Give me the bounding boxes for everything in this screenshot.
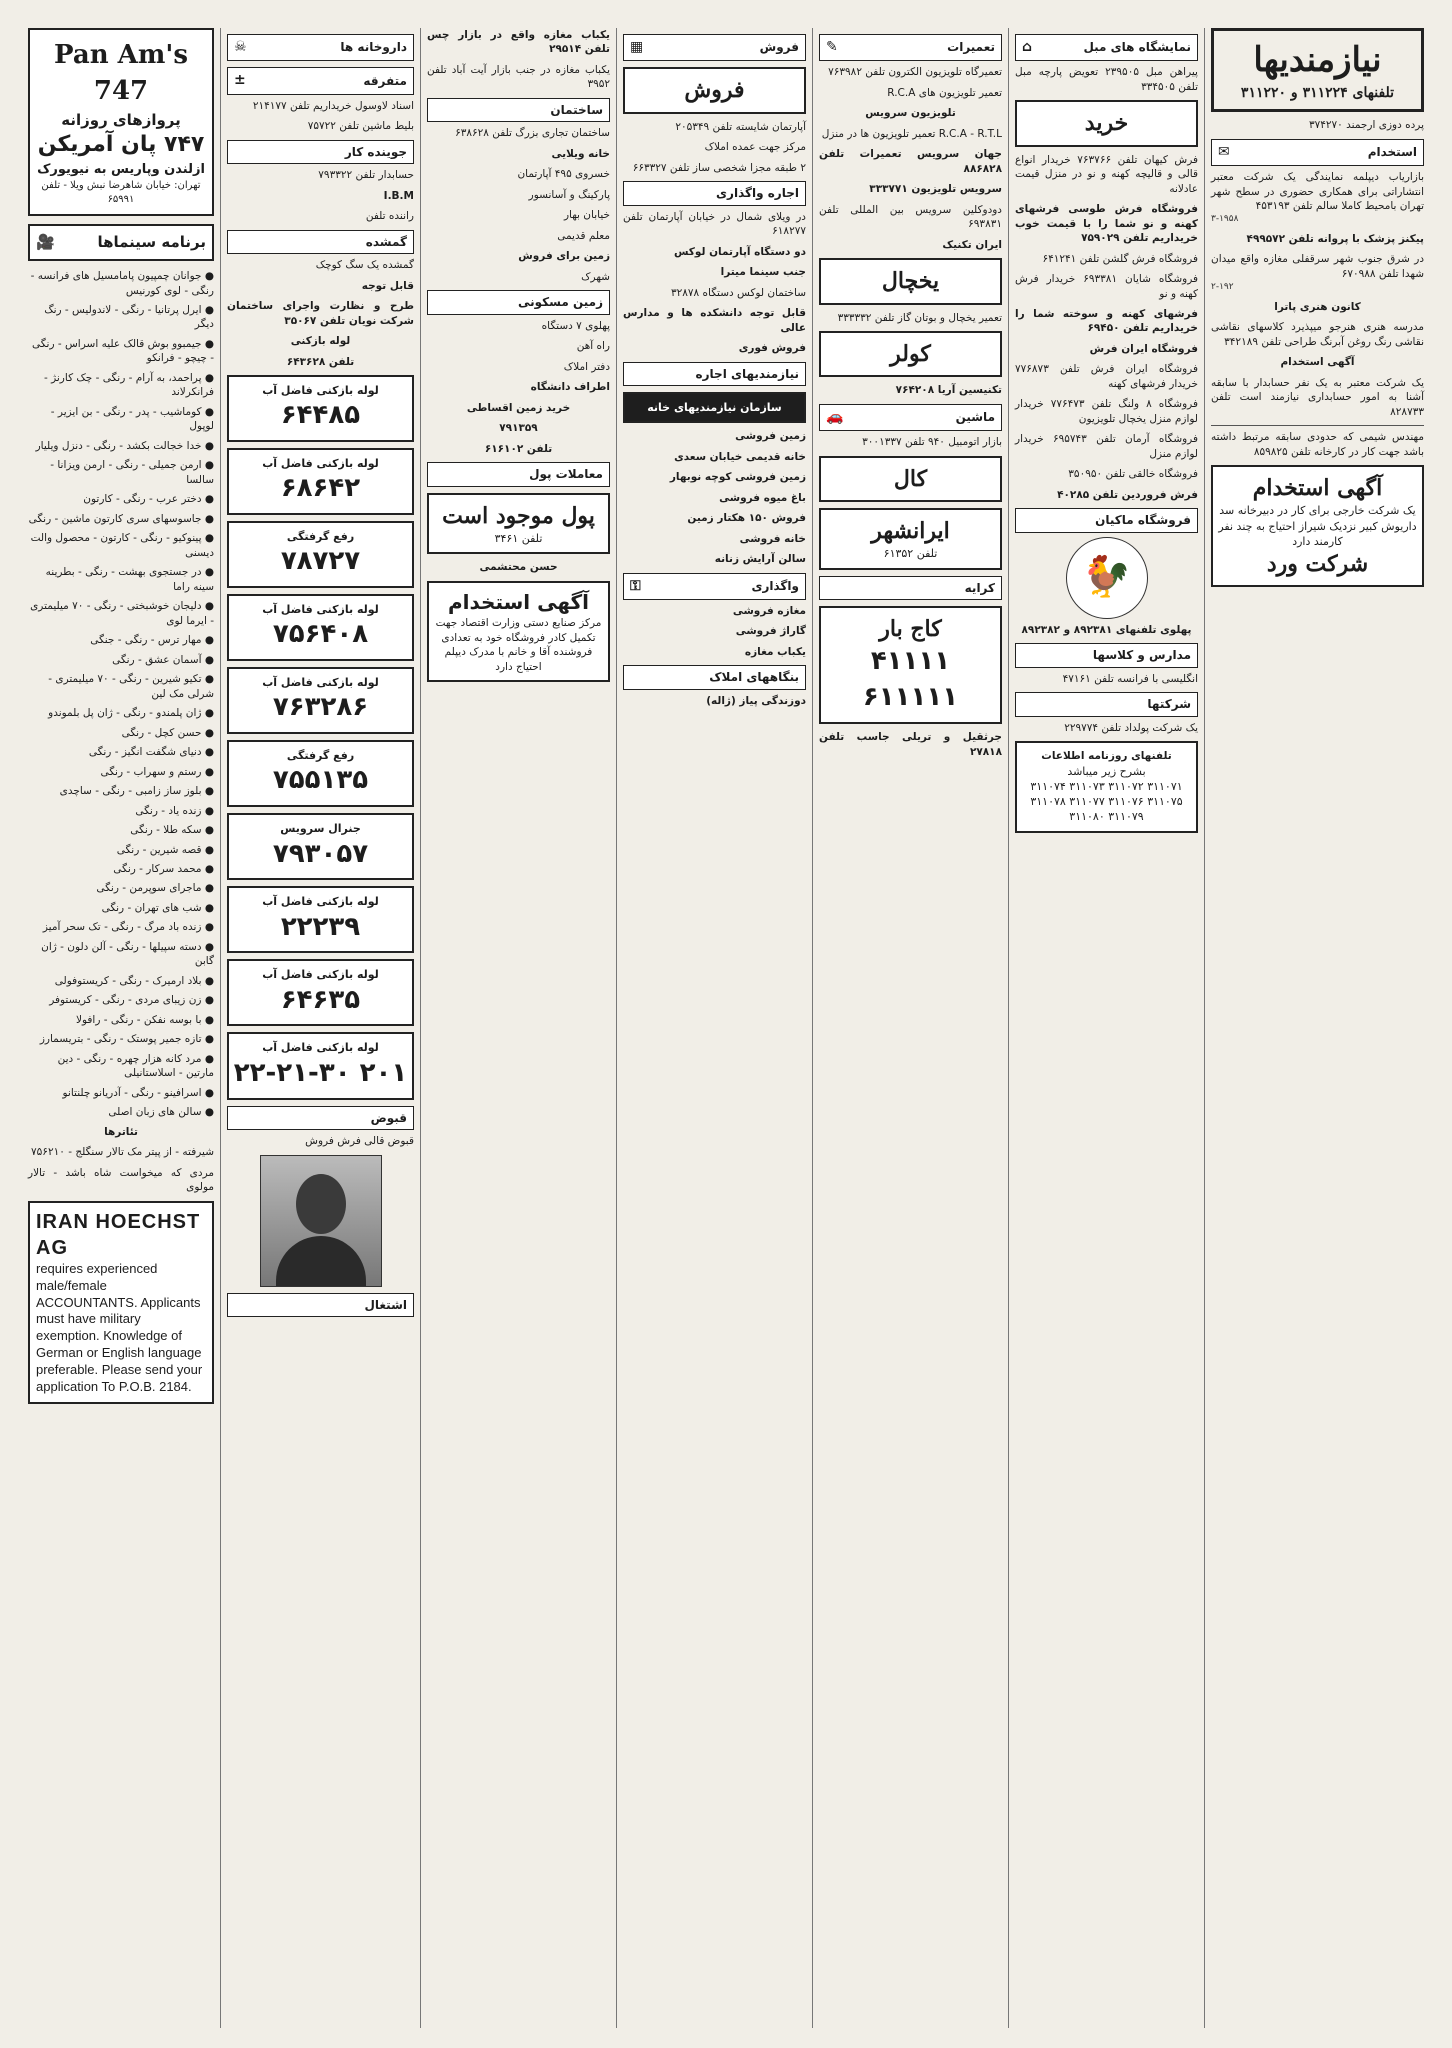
hire-box-text: یک شرکت خارجی برای کار در دبیرخانه سد داریوش کبیر نزدیک شیراز احتیاج به چند نفر کارمند دارد bbox=[1218, 504, 1417, 548]
film-listing: ● دلیجان خوشبختی - رنگی - ۷۰ میلیمتری - ایرما لوی bbox=[30, 600, 214, 627]
kal-box bbox=[819, 456, 1002, 502]
ad: فروشگاه ایران فرش bbox=[1089, 342, 1198, 355]
ad: فروشگاه شایان ۶۹۳۳۸۱ خریدار فرش کهنه و نو bbox=[1015, 273, 1199, 300]
section-title: اجاره واگذاری bbox=[716, 186, 799, 201]
section-header-transfer bbox=[623, 573, 806, 600]
ad: بازار اتومبیل ۹۴۰ تلفن ۳۰۰۱۳۳۷ bbox=[862, 436, 1002, 449]
kooler-title: کولر bbox=[890, 341, 931, 367]
hire-text: مرکز صنایع دستی وزارت اقتصاد جهت تکمیل کادر فروشگاه خود به تعدادی فروشنده آقا و خانم با مدرک دیپلم احتیاج دارد bbox=[435, 617, 602, 673]
plus-minus-icon: ± bbox=[234, 72, 246, 89]
film-listing: ● بلوز ساز زامبی - رنگی - ساچدی bbox=[59, 785, 214, 798]
ad: پرده دوزی ارجمند ۳۷۴۲۷۰ bbox=[1308, 119, 1424, 132]
ad: جهان سرویس تعمیرات تلفن ۸۸۶۸۲۸ bbox=[819, 148, 1002, 175]
film-listing: ● مهار ترس - رنگی - جنگی bbox=[90, 634, 214, 647]
ad: فرش فروردین تلفن ۴۰۲۸۵ bbox=[1057, 488, 1198, 501]
ad: یکباب مغازه bbox=[744, 645, 806, 658]
section-header-hire bbox=[1211, 139, 1424, 166]
raf-box: رفع گرفتگی ۷۸۷۲۷ bbox=[227, 521, 414, 588]
ad: قابل توجه دانشکده ها و مدارس عالی bbox=[623, 307, 806, 334]
hire-box bbox=[1211, 465, 1424, 587]
ad: تکنیسین آریا ۷۶۴۲۰۸ bbox=[895, 384, 1002, 397]
column-2 bbox=[220, 28, 420, 2028]
section-header-companies bbox=[1015, 692, 1198, 717]
ad: راه آهن bbox=[576, 340, 610, 353]
film-camera-icon: 🎥 bbox=[36, 233, 55, 252]
section-title: زمین مسکونی bbox=[517, 295, 603, 310]
section-header-jobseeker bbox=[227, 140, 414, 165]
ad: دوزندگی پیاز (ژاله) bbox=[706, 694, 806, 707]
section-title: متفرقه bbox=[363, 73, 407, 88]
ad: شیرفته - از پیتر مک تالار سنگلج - ۷۵۶۲۱۰ bbox=[31, 1146, 214, 1159]
hire-box-title: آگهی استخدام bbox=[1252, 475, 1383, 502]
ad: لوله بازکنی bbox=[290, 335, 351, 348]
ad: پیکنز پزشک با پروانه تلفن ۴۹۹۵۷۲ bbox=[1246, 232, 1424, 245]
film-listing: ● حسن کچل - رنگی bbox=[121, 726, 214, 739]
masthead-phones: تلفنهای ۳۱۱۲۲۴ و ۳۱۱۲۲۰ bbox=[1240, 84, 1395, 101]
forush-box bbox=[623, 67, 806, 113]
masthead bbox=[1211, 28, 1424, 112]
forush-title: فروش bbox=[684, 77, 745, 104]
ad: خیابان بهار bbox=[563, 209, 610, 222]
ad: تعمیرگاه تلویزیون الکترون تلفن ۷۶۳۹۸۲ bbox=[828, 66, 1002, 79]
ad: ۲ طبقه مجزا شخصی ساز تلفن ۶۶۳۳۲۷ bbox=[632, 161, 806, 174]
kaj-tel: ۴۱۱۱۱ ۶۱۱۱۱۱ bbox=[862, 646, 959, 713]
iranshahr-tel: تلفن ۶۱۳۵۲ bbox=[883, 547, 938, 561]
hire-box bbox=[427, 581, 610, 683]
ad: خانه فروشی bbox=[739, 532, 806, 545]
etelaat-title: تلفنهای روزنامه اطلاعات bbox=[1041, 750, 1172, 763]
divider bbox=[1211, 425, 1424, 426]
portrait-photo bbox=[260, 1155, 382, 1287]
section-header-misc bbox=[227, 67, 414, 94]
fazel-box: لوله بازکنی فاضل آب ۶۸۶۴۲ bbox=[227, 448, 414, 515]
pool-box bbox=[427, 493, 610, 555]
film-listing: ● پینوکیو - رنگی - کارتون - محصول والت دیسنی bbox=[30, 532, 214, 559]
kooler-box bbox=[819, 331, 1002, 377]
ad: قبوض قالی فرش فروش bbox=[305, 1135, 414, 1148]
column-5 bbox=[812, 28, 1008, 2028]
ad: تلفن ۶۱۶۱۰۲ bbox=[484, 442, 553, 455]
ad: خانه ویلایی bbox=[551, 147, 610, 160]
film-listing: ● دختر عرب - رنگی - کارتون bbox=[83, 493, 214, 506]
section-header-repairs bbox=[819, 34, 1002, 61]
khaneha-box bbox=[623, 392, 806, 423]
ad: جرثقیل و تریلی جاسب تلفن ۲۷۸۱۸ bbox=[819, 731, 1002, 758]
ad: فروشگاه فرش طوسی فرشهای کهنه و نو شما را با قیمت خوب خریداریم تلفن ۷۵۹۰۲۹ bbox=[1015, 203, 1198, 245]
ad: فروشگاه فرش گلشن تلفن ۶۴۱۲۴۱ bbox=[1042, 252, 1198, 265]
film-listing: ● زن زیبای مردی - رنگی - کریستوفر bbox=[49, 994, 214, 1007]
hoechst-ad bbox=[28, 1201, 214, 1404]
section-header-money bbox=[427, 462, 610, 487]
ad: ساختمان تجاری بزرگ تلفن ۶۳۸۶۲۸ bbox=[455, 127, 610, 140]
column-4 bbox=[616, 28, 812, 2028]
ad: فرشهای کهنه و سوخته شما را خریداریم تلفن ۶۹۴۵۰ bbox=[1015, 308, 1198, 335]
section-title: نیازمندیهای اجاره bbox=[695, 366, 799, 381]
ad: قابل توجه bbox=[361, 279, 414, 292]
panam-ad bbox=[28, 28, 214, 216]
panam-line4: تهران: خیابان شاهرضا نبش ویلا - تلفن ۶۵۹۹۱ bbox=[41, 179, 201, 205]
film-listing: ● بلاد ارمیرک - رنگی - کریستوفولی bbox=[54, 974, 214, 987]
film-listing: ● رستم و سهراب - رنگی bbox=[100, 765, 214, 778]
rooster-icon: 🐓 bbox=[1066, 537, 1148, 619]
iranshahr-box bbox=[819, 508, 1002, 570]
building-icon: ▦ bbox=[630, 39, 644, 55]
yakhchal-box bbox=[819, 258, 1002, 304]
section-title: کرایه bbox=[964, 580, 995, 595]
ad: تلفن ۶۴۳۶۲۸ bbox=[286, 355, 355, 368]
film-listing: ● خدا خجالت بکشد - رنگی - دنزل ویلیار bbox=[35, 439, 214, 452]
ad: معلم قدیمی bbox=[557, 229, 610, 242]
film-listing: ● ماجرای سوپرمن - رنگی bbox=[96, 882, 214, 895]
ad: سالن آرایش زنانه bbox=[714, 553, 806, 566]
ad-title: آگهی استخدام bbox=[1280, 356, 1355, 369]
film-listing: ● دنیای شگفت انگیز - رنگی bbox=[88, 746, 214, 759]
panam-brand: Pan Am's 747 bbox=[54, 40, 188, 106]
section-header-land bbox=[427, 290, 610, 315]
section-title: فروشگاه ماکیان bbox=[1095, 513, 1191, 528]
film-listing: ● کوماشیب - پدر - رنگی - بن ایزیر - لوپول bbox=[50, 405, 214, 433]
section-title: قبوض bbox=[370, 1110, 407, 1125]
film-list bbox=[28, 269, 214, 1120]
columns bbox=[22, 28, 1430, 2028]
ad: R.C.A - R.T.L تعمیر تلویزیون ها در منزل bbox=[821, 127, 1002, 140]
section-title: اشتغال bbox=[364, 1297, 407, 1312]
ad: فروشگاه ۸ ولنگ تلفن ۷۷۶۴۷۳ خریدار لوازم منزل یخچال تلویزیون bbox=[1015, 398, 1198, 425]
ad-title: تلویزیون سرویس bbox=[865, 107, 956, 120]
ad: فروشگاه ایران فرش تلفن ۷۷۶۸۷۳ خریدار فرشهای کهنه bbox=[1015, 363, 1198, 390]
section-title: شرکتها bbox=[1147, 697, 1191, 712]
fazel-box: لوله بازکنی فاضل آب ۶۴۴۸۵ bbox=[227, 375, 414, 442]
column-3 bbox=[420, 28, 616, 2028]
car-icon: 🚗 bbox=[826, 408, 844, 425]
section-title: ماشین bbox=[955, 410, 995, 425]
fazel-box: لوله بازکنی فاضل آب ۷۵۶۴۰۸ bbox=[227, 594, 414, 661]
film-listing: ● تازه جمیر پوستک - رنگی - بتریسمارز bbox=[39, 1033, 214, 1046]
ad: فروش فوری bbox=[738, 342, 806, 355]
column-1 bbox=[22, 28, 220, 2028]
ad: حسن محتشمی bbox=[479, 561, 558, 574]
kaj-box bbox=[819, 606, 1002, 724]
panam-line3: ازلندن وپاریس به نیویورک bbox=[37, 161, 205, 177]
film-listing: ● ایرل پرتانیا - رنگی - لاندولیس - رنگ دیگر bbox=[44, 303, 214, 331]
ad: خسروی ۴۹۵ آپارتمان bbox=[517, 168, 610, 181]
fazel-box: لوله بازکنی فاضل آب ۲۰۱ ۲۲-۲۱-۳۰ bbox=[227, 1032, 414, 1099]
ad: فروشگاه آرمان تلفن ۶۹۵۷۴۳ خریدار لوازم منزل bbox=[1015, 433, 1198, 460]
film-listing: ● محمد سرکار - رنگی bbox=[113, 863, 214, 875]
film-listing: ● زنده باد مرگ - رنگی - تک سحر آمیز bbox=[42, 921, 214, 934]
film-listing: ● دسته سپیلها - رنگی - آلن دلون - ژان گابن bbox=[41, 940, 214, 968]
pool-title: پول موجود است bbox=[442, 502, 595, 529]
film-listing: ● تکیو شیرین - رنگی - ۷۰ میلیمتری - شرلی مک لین bbox=[48, 673, 214, 700]
ad: مردی که میخواست شاه باشد - تالار مولوی bbox=[28, 1166, 214, 1194]
section-header-pharmacy bbox=[227, 34, 414, 61]
theatre-title: تئاترها bbox=[104, 1125, 138, 1138]
film-listing: ● اسرافینو - رنگی - آدریانو چلنتانو bbox=[62, 1086, 214, 1099]
ad: زمین فروشی کوچه نوبهار bbox=[669, 471, 806, 484]
cinema-title: برنامه سینماها bbox=[97, 233, 206, 252]
ad: دودوکلین سرویس بین المللی تلفن ۶۹۳۸۳۱ bbox=[819, 203, 1002, 231]
column-7 bbox=[1204, 28, 1430, 2028]
ad: یکباب مغازه در جنب بازار آیت آباد تلفن ۳۹۵۲ bbox=[427, 63, 610, 91]
ad: بلیط ماشین تلفن ۷۵۷۲۲ bbox=[307, 120, 414, 133]
ad: باغ میوه فروشی bbox=[719, 491, 806, 504]
section-header-agencies bbox=[623, 665, 806, 690]
ad: زمین فروشی bbox=[735, 430, 806, 443]
khaneha-title: سازمان نیازمندیهای خانه bbox=[647, 401, 782, 415]
etelaat-box bbox=[1015, 741, 1198, 832]
ad: خانه قدیمی خیابان سعدی bbox=[674, 450, 806, 463]
ad: فروش ۱۵۰ هکتار زمین bbox=[687, 512, 806, 525]
section-title: فروش bbox=[759, 40, 799, 55]
briefcase-icon: ✉ bbox=[1218, 143, 1230, 160]
ad: یک شرکت پولداد تلفن ۲۲۹۷۷۴ bbox=[1064, 721, 1198, 734]
ad: تعمیر تلویزیون های R.C.A bbox=[887, 86, 1002, 99]
ad: زمین برای فروش bbox=[518, 250, 610, 263]
film-listing: ● ارمن جمیلی - رنگی - ارمن ویزانا - سالسا bbox=[50, 459, 214, 486]
film-listing: ● جیمبوو بوش قالک علیه اسراس - رنگی - چیچو - فرانکو bbox=[31, 337, 214, 365]
film-listing: ● شب های تهران - رنگی bbox=[101, 901, 214, 914]
ad: I.B.M bbox=[383, 189, 414, 202]
ad: دفتر املاک bbox=[563, 360, 610, 373]
ad: ۷۹۱۳۵۹ bbox=[499, 422, 538, 435]
kharid-title: خرید bbox=[1084, 110, 1129, 137]
skull-icon: ☠ bbox=[234, 39, 247, 55]
raf-box: رفع گرفتگی ۷۵۵۱۳۵ bbox=[227, 740, 414, 807]
ad: اسناد لاوسول خریداریم تلفن ۲۱۴۱۷۷ bbox=[252, 99, 414, 112]
ad: پهلوی ۷ دستگاه bbox=[541, 319, 610, 332]
column-6 bbox=[1008, 28, 1204, 2028]
section-title: بنگاههای املاک bbox=[709, 670, 799, 685]
ad: طرح و نظارت واجرای ساختمان شرکت نویان تلفن ۳۵۰۶۷ bbox=[227, 300, 414, 327]
ad: انگلیسی با فرانسه تلفن ۴۷۱۶۱ bbox=[1062, 672, 1198, 685]
film-listing: ● جوانان چمپیون پامامسیل های فرانسه - رنگی - لوی کورنیس bbox=[30, 270, 214, 297]
ad: مرکز جهت عمده املاک bbox=[704, 141, 806, 154]
ad: ایران تکنیک bbox=[942, 238, 1002, 251]
hoechst-title: IRAN HOECHST AG bbox=[36, 1210, 201, 1259]
ad: پارکینگ و آسانسور bbox=[528, 188, 610, 201]
etelaat-list: ۳۱۱۰۷۱ ۳۱۱۰۷۲ ۳۱۱۰۷۳ ۳۱۱۰۷۴ ۳۱۱۰۷۵ ۳۱۱۰۷۶ ۳۱۱۰۷۷ ۳۱۱۰۷۸ ۳۱۱۰۷۹ ۳۱۱۰۸۰ bbox=[1030, 780, 1183, 824]
ad: گاراژ فروشی bbox=[735, 625, 806, 638]
panam-line2: ۷۴۷ پان آمریکن bbox=[37, 132, 205, 158]
ad: راننده تلفن bbox=[365, 210, 414, 223]
ad: بازاریاب دیپلمه نمایندگی یک شرکت معتبر انتشاراتی برای همکاری حضوری در سطح شهر تهران بامحیط کاملا سالم تلفن ۴۵۳۱۹۳ ۳-۱۹۵۸ bbox=[1211, 171, 1424, 225]
film-listing: ● ژان پلمندو - رنگی - ژان پل بلموندو bbox=[48, 707, 214, 720]
ad: دو دستگاه آپارتمان لوکس bbox=[673, 245, 806, 258]
ad: پیراهن مبل ۲۳۹۵۰۵ تعویض پارچه مبل تلفن ۳۳۴۵۰۵ bbox=[1015, 66, 1198, 93]
ad: فرش کیهان تلفن ۷۶۳۷۶۶ خریدار انواع قالی و قالیچه کهنه و نو در منزل قیمت عادلانه bbox=[1015, 153, 1199, 195]
yakhchal-title: یخچال bbox=[881, 268, 940, 295]
cinema-header bbox=[28, 224, 214, 261]
masthead-title: نیازمندیها bbox=[1253, 40, 1382, 80]
section-title: معاملات پول bbox=[529, 467, 603, 482]
jeneral-box: جنرال سرویس ۷۹۳۰۵۷ bbox=[227, 813, 414, 880]
hire-box-foot: شرکت ورد bbox=[1266, 550, 1369, 577]
film-listing: ● زنده یاد - رنگی bbox=[135, 804, 214, 817]
section-header-employment bbox=[227, 1293, 414, 1318]
ad-title: کانون هنری پاترا bbox=[1274, 300, 1361, 313]
film-listing: ● سالن های زبان اصلی bbox=[108, 1106, 214, 1119]
section-title: مدارس و کلاسها bbox=[1092, 648, 1191, 663]
film-listing: ● پراحمد، به آرام - رنگی - چک کارنژ - فرانکرلاند bbox=[43, 371, 214, 399]
section-title: داروخانه ها bbox=[340, 40, 407, 55]
film-listing: ● آسمان عشق - رنگی bbox=[112, 653, 214, 666]
section-header-classes bbox=[1015, 643, 1198, 668]
ad: یکباب مغازه واقع در بازار چس تلفن ۲۹۵۱۴ bbox=[427, 29, 610, 56]
ad: گمشده یک سگ کوچک bbox=[315, 259, 414, 272]
ad: سرویس تلویزیون ۳۳۳۷۷۱ bbox=[869, 183, 1002, 196]
section-header-receipts bbox=[227, 1106, 414, 1131]
film-listing: ● مرد کانه هزار چهره - رنگی - دین مارتین - اسلاستانیلی bbox=[57, 1052, 214, 1080]
ad: تعمیر یخچال و بوتان گاز تلفن ۳۳۳۳۳۲ bbox=[837, 311, 1002, 324]
fazel-box: لوله بازکنی فاضل آب ۲۲۲۳۹ bbox=[227, 886, 414, 953]
fazel-box: لوله بازکنی فاضل آب ۷۶۳۲۸۶ bbox=[227, 667, 414, 734]
section-title: استخدام bbox=[1367, 145, 1417, 160]
ad: پهلوی تلفنهای ۸۹۲۳۸۱ و ۸۹۲۳۸۲ bbox=[1021, 623, 1192, 636]
ad: اطراف دانشگاه bbox=[530, 381, 610, 394]
ad: فروشگاه خالقی تلفن ۳۵۰۹۵۰ bbox=[1068, 468, 1198, 481]
ad: مدرسه هنری هنرجو میپذیرد کلاسهای نقاشی نقاشی رنگ روغن آبرنگ طراحی تلفن ۳۴۲۱۸۹ bbox=[1211, 321, 1424, 348]
key-icon: ⚿ bbox=[630, 577, 641, 594]
section-title: واگذاری bbox=[751, 579, 799, 594]
kharid-box bbox=[1015, 100, 1198, 146]
ad: مغازه فروشی bbox=[732, 604, 806, 617]
ad: در شرق جنوب شهر سرقفلی مغازه واقع میدان شهدا تلفن ۶۷۰۹۸۸ ۲-۱۹۲ bbox=[1211, 253, 1424, 293]
sofa-icon: ⌂ bbox=[1022, 39, 1033, 55]
hire-title: آگهی استخدام bbox=[447, 589, 590, 614]
section-header-lease bbox=[623, 181, 806, 206]
section-title: ساختمان bbox=[550, 102, 603, 117]
section-title: تعمیرات bbox=[947, 40, 995, 55]
section-header-building bbox=[427, 98, 610, 123]
fazel-box: لوله بازکنی فاضل آب ۶۴۶۳۵ bbox=[227, 959, 414, 1026]
section-header-furniture bbox=[1015, 34, 1198, 61]
section-title: نمایشگاه های مبل bbox=[1083, 40, 1191, 55]
ad: شهرک bbox=[581, 270, 610, 283]
ad: آپارتمان شایسته تلفن ۲۰۵۳۴۹ bbox=[675, 120, 806, 133]
film-listing: ● با بوسه نفکن - رنگی - رافولا bbox=[76, 1013, 214, 1026]
section-header-auto bbox=[819, 404, 1002, 431]
hoechst-body: requires experienced male/female ACCOUNTANTS. Applicants must have military exemption. Knowledge of German or English language preferable. Please send your application To P.O.B. 2184. bbox=[36, 1260, 203, 1394]
ad: مهندس شیمی که حدودی سابقه مرتبط داشته باشد جهت کار در کارخانه تلفن ۸۵۹۸۲۵ bbox=[1211, 431, 1424, 458]
etelaat-sub: بشرح زیر میباشد bbox=[1067, 764, 1146, 778]
kal-title: کال bbox=[893, 465, 928, 492]
kaj-title: کاج بار bbox=[879, 616, 942, 643]
film-listing: ● جاسوسهای سری کارتون ماشین - رنگی bbox=[28, 512, 214, 525]
section-header-rental bbox=[819, 576, 1002, 601]
ad: ساختمان لوکس دستگاه ۳۲۸۷۸ bbox=[670, 286, 806, 299]
wrench-icon: ✎ bbox=[826, 39, 838, 55]
section-title: گمشده bbox=[365, 234, 407, 249]
section-header-rent-needs bbox=[623, 362, 806, 387]
ad: حسابدار تلفن ۷۹۳۳۲۲ bbox=[318, 169, 414, 182]
section-header-lost bbox=[227, 230, 414, 255]
section-header-bird bbox=[1015, 508, 1198, 533]
pool-tel: تلفن ۳۴۶۱ bbox=[494, 532, 543, 546]
film-listing: ● سکه طلا - رنگی bbox=[130, 824, 214, 837]
section-header-sale bbox=[623, 34, 806, 61]
ad: جنب سینما میترا bbox=[720, 266, 806, 279]
ad: یک شرکت معتبر به یک نفر حسابدار با سابقه آشنا به امور حسابداری نیازمند است تلفن ۸۲۸۷۳۳ bbox=[1211, 376, 1424, 418]
film-listing: ● قصه شیرین - رنگی bbox=[116, 843, 214, 856]
panam-line1: پروازهای روزانه bbox=[61, 110, 181, 129]
section-title: جوینده کار bbox=[344, 144, 407, 159]
ad: خرید زمین اقساطی bbox=[466, 401, 571, 414]
ad: در ویلای شمال در خیابان آپارتمان تلفن ۶۱۸۲۷۷ bbox=[623, 210, 806, 238]
film-listing: ● در جستجوی بهشت - رنگی - بطرینه سینه راما bbox=[45, 566, 214, 593]
iranshahr-title: ایرانشهر bbox=[871, 518, 950, 544]
